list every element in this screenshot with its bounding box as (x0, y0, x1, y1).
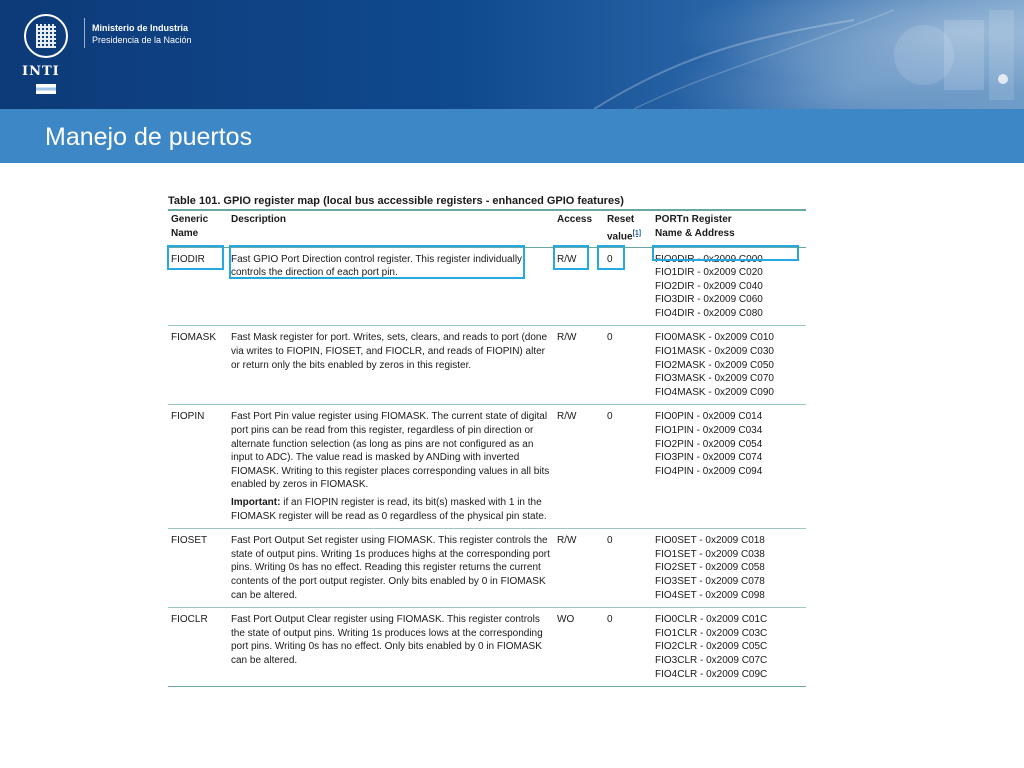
register-address: FIO2MASK - 0x2009 C050 (655, 359, 774, 371)
banner-decoration-image (594, 0, 1024, 109)
col-header-reset-value: Reset value[1] (604, 210, 652, 247)
description-text: Fast GPIO Port Direction control register. This register individually controls the direction of each port pin. (231, 253, 523, 279)
register-address: FIO2CLR - 0x2009 C05C (655, 641, 768, 653)
table-row (168, 326, 806, 405)
register-address: FIO3PIN - 0x2009 C074 (655, 452, 763, 464)
banner-dot-icon (998, 74, 1008, 84)
cell-register-addresses (652, 405, 806, 529)
cell-reset-value: 0 (607, 332, 613, 344)
cell-description (228, 608, 554, 687)
footnote-link[interactable]: [1] (632, 229, 642, 237)
inti-logo (18, 12, 76, 96)
note-text: if an FIOPIN register is read, its bit(s) masked with 1 in the FIOMASK register will be read as 0 regardless of the physical pin state. (231, 497, 547, 522)
cell-reset-value: 0 (607, 253, 613, 265)
gpio-register-table (168, 209, 806, 687)
register-address: FIO2DIR - 0x2009 C040 (655, 280, 763, 292)
description-text: Fast Port Output Clear register using FIOMASK. This register controls the state of output pins. Writing 1s produces lows at the corresponding port pins. Writing 0s has no effect. Only bits enabled by 0 in FIOMASK can be altered. (231, 614, 543, 666)
table-row (168, 247, 806, 326)
title-bar (0, 109, 1024, 163)
cell-generic-name: FIOCLR (171, 614, 208, 626)
cell-reset-value: 0 (607, 535, 613, 547)
organization-label (92, 22, 192, 46)
cell-register-addresses (652, 247, 806, 326)
register-address: FIO1DIR - 0x2009 C020 (655, 267, 763, 279)
logo-text: INTI (22, 64, 60, 79)
org-separator (84, 18, 85, 48)
col-header-register: PORTn Register Name & Address (652, 210, 806, 247)
cell-register-addresses (652, 529, 806, 608)
table-row (168, 608, 806, 687)
register-address: FIO0PIN - 0x2009 C014 (655, 411, 763, 423)
register-address: FIO3MASK - 0x2009 C070 (655, 373, 774, 385)
description-text: Fast Mask register for port. Writes, sets, clears, and reads to port (done via writes to FIOPIN, FIOSET, and FIOCLR, and reads of FIOPIN) alter or return only the bits enabled by zeros in this register. (231, 332, 548, 371)
register-address: FIO0MASK - 0x2009 C010 (655, 332, 774, 344)
register-address: FIO4MASK - 0x2009 C090 (655, 386, 774, 398)
register-address: FIO4DIR - 0x2009 C080 (655, 307, 763, 319)
col-header-description: Description (228, 210, 554, 247)
register-address: FIO0SET - 0x2009 C018 (655, 535, 765, 547)
cell-generic-name: FIOPIN (171, 411, 205, 423)
org-line-2: Presidencia de la Nación (92, 35, 192, 45)
register-address: FIO4SET - 0x2009 C098 (655, 589, 765, 601)
cell-access: WO (557, 614, 575, 626)
description-text: Fast Port Pin value register using FIOMASK. The current state of digital port pins can be read from this register, regardless of pin direction or alternate function selection (as long as pins are not configured as an input to ADC). The value read is masked by ANDing with inverted FIOMASK. Writing to this register places corresponding values in all bits enabled by zeros in FIOMASK. (231, 411, 550, 491)
logo-grid-icon (36, 24, 56, 48)
register-address: FIO3SET - 0x2009 C078 (655, 575, 765, 587)
logo-circle-icon (24, 14, 68, 58)
cell-register-addresses (652, 326, 806, 405)
register-address: FIO2PIN - 0x2009 C054 (655, 438, 763, 450)
register-table-container (168, 194, 808, 687)
description-text: Fast Port Output Set register using FIOMASK. This register controls the state of output pins. Writing 1s produces highs at the corresponding port pins. Writing 0s has no effect. Reading this register returns the current contents of the port output register. Only bits enabled by 0 in FIOMASK can be altered. (231, 535, 550, 601)
cell-register-addresses (652, 608, 806, 687)
register-address: FIO4PIN - 0x2009 C094 (655, 465, 763, 477)
cell-access: R/W (557, 411, 577, 423)
register-address: FIO2SET - 0x2009 C058 (655, 562, 765, 574)
register-address: FIO0DIR - 0x2009 C000 (655, 253, 763, 265)
cell-generic-name: FIOMASK (171, 332, 217, 344)
register-address: FIO1SET - 0x2009 C038 (655, 548, 765, 560)
cell-description (228, 247, 554, 326)
register-address: FIO3CLR - 0x2009 C07C (655, 654, 768, 666)
register-address: FIO4CLR - 0x2009 C09C (655, 668, 768, 680)
col-header-access: Access (554, 210, 604, 247)
table-caption: Table 101. GPIO register map (local bus accessible registers - enhanced GPIO features) (168, 195, 624, 207)
org-line-1: Ministerio de Industria (92, 23, 189, 33)
register-address: FIO1MASK - 0x2009 C030 (655, 346, 774, 358)
col-header-generic-name: Generic Name (168, 210, 228, 247)
table-header-row (168, 210, 806, 247)
cell-description (228, 326, 554, 405)
description-note (231, 496, 551, 523)
slide-title: Manejo de puertos (45, 123, 253, 151)
table-row (168, 529, 806, 608)
logo-flag-icon (36, 84, 56, 94)
note-label: Important: (231, 497, 281, 509)
cell-reset-value: 0 (607, 614, 613, 626)
register-address: FIO3DIR - 0x2009 C060 (655, 294, 763, 306)
cell-description (228, 529, 554, 608)
cell-access: R/W (557, 253, 577, 265)
register-address: FIO1PIN - 0x2009 C034 (655, 425, 763, 437)
cell-description (228, 405, 554, 529)
cell-generic-name: FIOSET (171, 535, 208, 547)
cell-access: R/W (557, 535, 577, 547)
header-banner (0, 0, 1024, 109)
cell-generic-name: FIODIR (171, 253, 205, 265)
cell-access: R/W (557, 332, 577, 344)
register-address: FIO0CLR - 0x2009 C01C (655, 614, 768, 626)
cell-reset-value: 0 (607, 411, 613, 423)
register-address: FIO1CLR - 0x2009 C03C (655, 627, 768, 639)
table-row (168, 405, 806, 529)
